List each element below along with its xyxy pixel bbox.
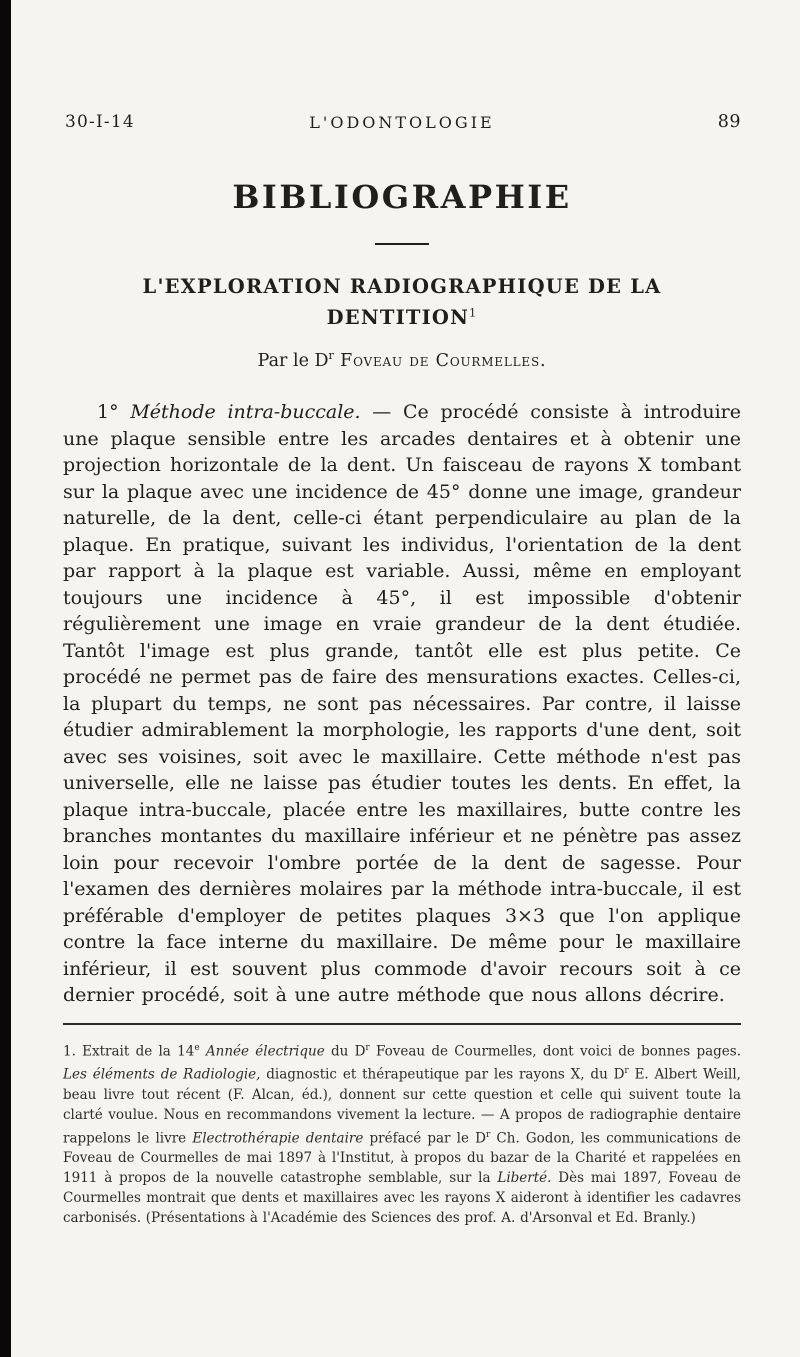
- footnote-paragraph: [63, 1038, 741, 1229]
- article-heading-line1: L'EXPLORATION RADIOGRAPHIQUE DE LA: [142, 275, 662, 298]
- header-issue-date: 30-I-14: [65, 112, 135, 132]
- footnote-text-segment: Foveau de Courmelles, dont voici de bonnes pages.: [369, 1043, 742, 1060]
- footnote-text-segment: 1. Extrait de la 14: [63, 1043, 195, 1060]
- footnote-work-title: Année électrique: [199, 1043, 325, 1060]
- header-journal-title: L'ODONTOLOGIE: [309, 113, 495, 132]
- article-body-paragraph: [63, 399, 741, 1009]
- footnote-work-title: Les éléments de Radiologie,: [63, 1066, 261, 1083]
- footnote-reference-mark: 1: [469, 306, 478, 320]
- byline-doctor-superscript: r: [328, 349, 334, 363]
- footnote-divider: [63, 1023, 741, 1025]
- body-main-text: — Ce procédé consiste à introduire une plaque sensible entre les arcades dentaires et à obtenir une projection horizontale de la dent. Un faisceau de rayons X tombant sur la plaque avec une incidence de 45° donne une image, grandeur naturelle, de la dent, celle-ci étant perpendiculaire au plan de la plaque. En pratique, suivant les individus, l'orientation de la dent par rapport à la plaque est variable. Aussi, même en employant toujours une incidence à 45°, il est impossible d'obtenir régulièrement une image en vraie grandeur de la dent étudiée. Tantôt l'image est plus grande, tantôt elle est plus petite. Ce procédé ne permet pas de faire des mensurations exactes. Celles-ci, la plupart du temps, ne sont pas nécessaires. Par contre, il laisse étudier admirablement la morphologie, les rapports d'une dent, soit avec ses voisines, soit avec le maxillaire. Cette méthode n'est pas universelle, elle ne laisse pas étudier toutes les dents. En effet, la plaque intra-buccale, placée entre les maxillaires, butte contre les branches montantes du maxillaire inférieur et ne pénètre pas assez loin pour recevoir l'ombre portée de la dent de sagesse. Pour l'examen des dernières molaires par la méthode intra-buccale, il est préférable d'employer de petites plaques 3×3 que l'on applique contre la face interne du maxillaire. De même pour le maxillaire inférieur, il est souvent plus commode d'avoir recours soit à ce dernier procédé, soit à une autre méthode que nous allons décrire.: [63, 401, 741, 1007]
- footnote-work-title: Electrothérapie dentaire: [192, 1130, 364, 1147]
- footnote-text-segment: du D: [324, 1043, 366, 1060]
- header-page-number: 89: [717, 112, 741, 132]
- footnote-text-segment: Ch. Godon, les communications de Foveau de Courmelles de mai 1897 à l'Institut, à propos du bazar de la Charité et rappelées en 1911 à propos de la nouvelle catastrophe semblable, sur la: [63, 1130, 742, 1187]
- title-divider: [375, 243, 429, 245]
- byline-author-name: Foveau de Courmelles.: [333, 351, 547, 372]
- footnote-superscript: r: [485, 1129, 491, 1140]
- footnote-text-segment: préfacé par le D: [363, 1130, 486, 1147]
- section-title: BIBLIOGRAPHIE: [232, 178, 572, 216]
- article-heading-line2: DENTITION: [326, 306, 470, 330]
- scan-edge-artifact: [0, 0, 11, 1357]
- body-method-name: Méthode intra-buccale.: [130, 401, 361, 424]
- footnote-text-segment: diagnostic et thérapeutique par les rayons X, du D: [260, 1066, 625, 1083]
- footnote-text-segment: Dès mai 1897, Foveau de Courmelles montrait que dents et maxillaires avec les rayons X aideront à identifier les cadavres carbonisés. (Présentations à l'Académie des Sciences des prof. A. d'Arsonval et Ed. Branly.): [63, 1170, 741, 1227]
- footnote-superscript: e: [194, 1042, 200, 1053]
- byline-prefix: Par le D: [257, 351, 329, 372]
- footnote-text-segment: E. Albert Weill, beau livre tout récent (F. Alcan, éd.), donnent sur cette question et celle qui suivent toute la clarté voulue. Nous en recommandons vivement la lecture. — A propos de radiographie dentaire rappelons le livre: [63, 1066, 741, 1147]
- byline: [63, 349, 741, 371]
- footnote-superscript: r: [624, 1066, 629, 1077]
- running-header: [63, 112, 741, 136]
- footnote-superscript: r: [365, 1042, 370, 1053]
- article-heading: [63, 271, 741, 333]
- page-content: [63, 0, 741, 1228]
- body-enumeration: 1°: [97, 401, 131, 424]
- footnote-work-title: Liberté.: [497, 1170, 552, 1187]
